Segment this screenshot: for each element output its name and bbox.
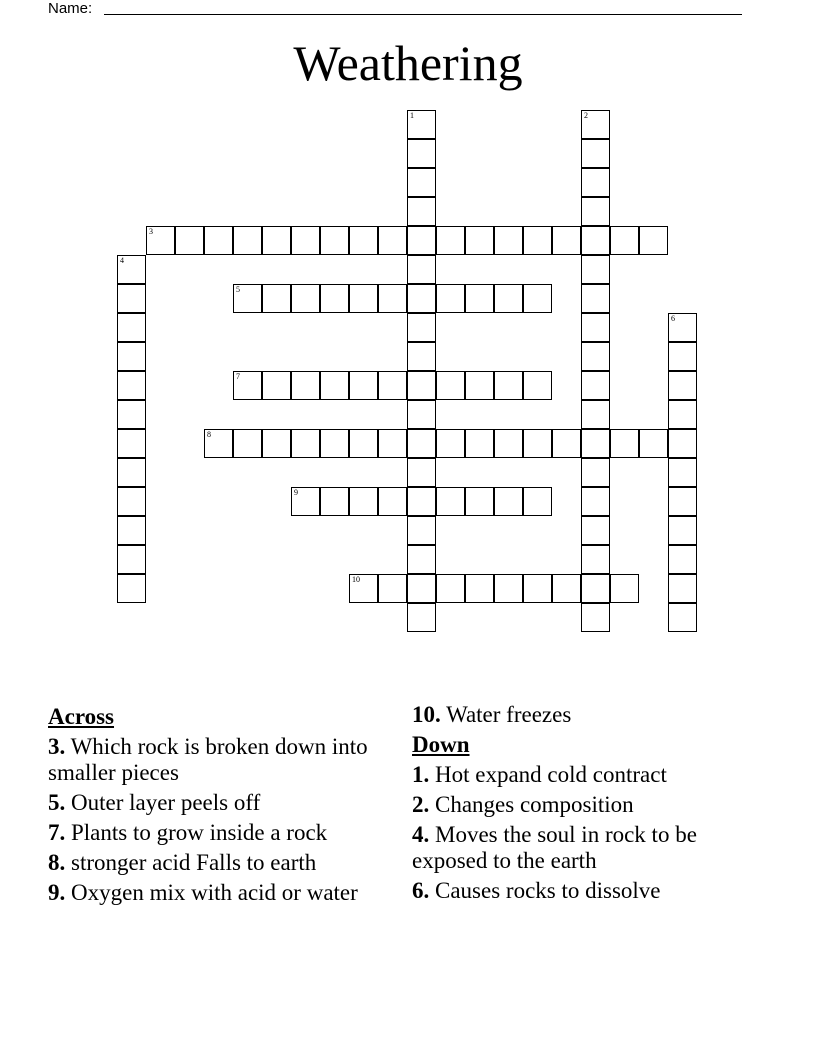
grid-cell[interactable] [668, 458, 697, 487]
grid-cell[interactable] [465, 371, 494, 400]
grid-cell[interactable] [581, 255, 610, 284]
grid-cell[interactable] [668, 400, 697, 429]
across-clue [48, 734, 388, 786]
grid-cell[interactable] [407, 226, 436, 255]
clue-number: 1. [412, 762, 430, 787]
clue-text: Moves the soul in rock to be exposed to the earth [412, 822, 697, 873]
grid-cell[interactable] [552, 429, 581, 458]
clue-text: Plants to grow inside a rock [71, 820, 328, 845]
grid-cell[interactable] [494, 574, 523, 603]
grid-cell[interactable] [581, 139, 610, 168]
grid-cell[interactable] [117, 429, 146, 458]
grid-cell[interactable] [291, 371, 320, 400]
grid-cell[interactable] [581, 458, 610, 487]
grid-cell[interactable] [494, 487, 523, 516]
across-clue [412, 702, 752, 728]
down-clue [412, 878, 752, 904]
grid-cell[interactable] [465, 226, 494, 255]
grid-cell[interactable] [407, 429, 436, 458]
grid-cell[interactable] [117, 400, 146, 429]
grid-cell[interactable] [349, 371, 378, 400]
clue-text: Water freezes [446, 702, 572, 727]
grid-cell[interactable] [262, 371, 291, 400]
grid-cell[interactable] [494, 371, 523, 400]
grid-cell[interactable] [407, 168, 436, 197]
grid-cell[interactable] [523, 574, 552, 603]
grid-cell[interactable] [639, 226, 668, 255]
grid-cell[interactable] [407, 139, 436, 168]
grid-cell[interactable] [581, 400, 610, 429]
clue-number: 6. [412, 878, 430, 903]
grid-cell[interactable] [407, 110, 436, 139]
grid-cell[interactable] [204, 226, 233, 255]
grid-cell[interactable] [233, 284, 262, 313]
grid-cell[interactable] [233, 429, 262, 458]
cell-number: 9 [294, 488, 298, 497]
across-heading: Across [48, 704, 115, 729]
grid-cell[interactable] [407, 458, 436, 487]
grid-cell[interactable] [552, 226, 581, 255]
grid-cell[interactable] [349, 284, 378, 313]
grid-cell[interactable] [117, 313, 146, 342]
grid-cell[interactable] [668, 574, 697, 603]
grid-cell[interactable] [436, 226, 465, 255]
grid-cell[interactable] [581, 574, 610, 603]
clue-number: 5. [48, 790, 66, 815]
grid-cell[interactable] [581, 429, 610, 458]
grid-cell[interactable] [349, 226, 378, 255]
grid-cell[interactable] [668, 487, 697, 516]
clue-number: 10. [412, 702, 441, 727]
grid-cell[interactable] [668, 429, 697, 458]
across-clue [48, 880, 388, 906]
clue-number: 3. [48, 734, 66, 759]
grid-cell[interactable] [117, 545, 146, 574]
clue-number: 7. [48, 820, 66, 845]
clue-number: 8. [48, 850, 66, 875]
grid-cell[interactable] [668, 545, 697, 574]
grid-cell[interactable] [523, 284, 552, 313]
grid-cell[interactable] [291, 429, 320, 458]
grid-cell[interactable] [668, 371, 697, 400]
grid-cell[interactable] [407, 400, 436, 429]
clue-text: Changes composition [435, 792, 634, 817]
cell-number: 4 [120, 256, 124, 265]
down-clue [412, 762, 752, 788]
grid-cell[interactable] [291, 284, 320, 313]
grid-cell[interactable] [117, 574, 146, 603]
grid-cell[interactable] [436, 429, 465, 458]
grid-cell[interactable] [407, 371, 436, 400]
grid-cell[interactable] [407, 516, 436, 545]
grid-cell[interactable] [407, 545, 436, 574]
grid-cell[interactable] [407, 603, 436, 632]
grid-cell[interactable] [204, 429, 233, 458]
grid-cell[interactable] [378, 371, 407, 400]
cell-number: 7 [236, 372, 240, 381]
grid-cell[interactable] [581, 110, 610, 139]
clue-number: 2. [412, 792, 430, 817]
grid-cell[interactable] [610, 574, 639, 603]
grid-cell[interactable] [378, 487, 407, 516]
grid-cell[interactable] [581, 313, 610, 342]
grid-cell[interactable] [407, 284, 436, 313]
grid-cell[interactable] [668, 313, 697, 342]
grid-cell[interactable] [552, 574, 581, 603]
grid-cell[interactable] [407, 255, 436, 284]
grid-cell[interactable] [581, 487, 610, 516]
grid-cell[interactable] [610, 226, 639, 255]
clue-text: Which rock is broken down into smaller pieces [48, 734, 368, 785]
grid-cell[interactable] [320, 284, 349, 313]
clue-text: Outer layer peels off [71, 790, 261, 815]
name-label: Name: [48, 0, 93, 17]
clue-number: 9. [48, 880, 66, 905]
grid-cell[interactable] [407, 197, 436, 226]
grid-cell[interactable] [407, 342, 436, 371]
grid-cell[interactable] [378, 226, 407, 255]
grid-cell[interactable] [349, 429, 378, 458]
grid-cell[interactable] [494, 226, 523, 255]
down-heading: Down [412, 732, 470, 757]
grid-cell[interactable] [320, 226, 349, 255]
grid-cell[interactable] [349, 487, 378, 516]
clue-text: Causes rocks to dissolve [435, 878, 661, 903]
grid-cell[interactable] [494, 429, 523, 458]
grid-cell[interactable] [581, 603, 610, 632]
grid-cell[interactable] [523, 487, 552, 516]
grid-cell[interactable] [436, 574, 465, 603]
grid-cell[interactable] [581, 168, 610, 197]
clues-right-column [412, 702, 752, 908]
grid-cell[interactable] [117, 255, 146, 284]
across-clue [48, 850, 388, 876]
grid-cell[interactable] [465, 574, 494, 603]
grid-cell[interactable] [291, 487, 320, 516]
cell-number: 1 [410, 111, 414, 120]
cell-number: 5 [236, 285, 240, 294]
grid-cell[interactable] [610, 429, 639, 458]
grid-cell[interactable] [349, 574, 378, 603]
clues-left-column [48, 702, 388, 910]
cell-number: 6 [671, 314, 675, 323]
grid-cell[interactable] [581, 197, 610, 226]
grid-cell[interactable] [581, 545, 610, 574]
grid-cell[interactable] [523, 226, 552, 255]
grid-cell[interactable] [668, 516, 697, 545]
grid-cell[interactable] [407, 313, 436, 342]
grid-cell[interactable] [262, 226, 291, 255]
grid-cell[interactable] [465, 429, 494, 458]
grid-cell[interactable] [465, 487, 494, 516]
cell-number: 3 [149, 227, 153, 236]
grid-cell[interactable] [436, 284, 465, 313]
grid-cell[interactable] [262, 429, 291, 458]
grid-cell[interactable] [175, 226, 204, 255]
grid-cell[interactable] [320, 429, 349, 458]
cell-number: 8 [207, 430, 211, 439]
grid-cell[interactable] [117, 516, 146, 545]
grid-cell[interactable] [407, 574, 436, 603]
grid-cell[interactable] [233, 371, 262, 400]
grid-cell[interactable] [117, 458, 146, 487]
down-clue [412, 792, 752, 818]
grid-cell[interactable] [581, 516, 610, 545]
grid-cell[interactable] [581, 371, 610, 400]
grid-cell[interactable] [320, 371, 349, 400]
grid-cell[interactable] [117, 371, 146, 400]
clue-text: Hot expand cold contract [435, 762, 667, 787]
grid-cell[interactable] [668, 603, 697, 632]
grid-cell[interactable] [378, 429, 407, 458]
clue-text: stronger acid Falls to earth [71, 850, 317, 875]
cell-number: 10 [352, 575, 360, 584]
grid-cell[interactable] [523, 371, 552, 400]
grid-cell[interactable] [117, 342, 146, 371]
across-clue [48, 790, 388, 816]
grid-cell[interactable] [436, 487, 465, 516]
grid-cell[interactable] [465, 284, 494, 313]
cell-number: 2 [584, 111, 588, 120]
clue-text: Oxygen mix with acid or water [71, 880, 358, 905]
grid-cell[interactable] [639, 429, 668, 458]
grid-cell[interactable] [378, 284, 407, 313]
grid-cell[interactable] [668, 342, 697, 371]
grid-cell[interactable] [378, 574, 407, 603]
grid-cell[interactable] [117, 284, 146, 313]
grid-cell[interactable] [523, 429, 552, 458]
grid-cell[interactable] [581, 342, 610, 371]
across-clue [48, 820, 388, 846]
clue-number: 4. [412, 822, 430, 847]
grid-cell[interactable] [291, 226, 320, 255]
grid-cell[interactable] [117, 487, 146, 516]
grid-cell[interactable] [436, 371, 465, 400]
page-title: Weathering [293, 35, 523, 91]
grid-cell[interactable] [581, 226, 610, 255]
grid-cell[interactable] [233, 226, 262, 255]
grid-cell[interactable] [262, 284, 291, 313]
grid-cell[interactable] [320, 487, 349, 516]
grid-cell[interactable] [494, 284, 523, 313]
grid-cell[interactable] [407, 487, 436, 516]
down-clue [412, 822, 752, 874]
grid-cell[interactable] [146, 226, 175, 255]
grid-cell[interactable] [581, 284, 610, 313]
